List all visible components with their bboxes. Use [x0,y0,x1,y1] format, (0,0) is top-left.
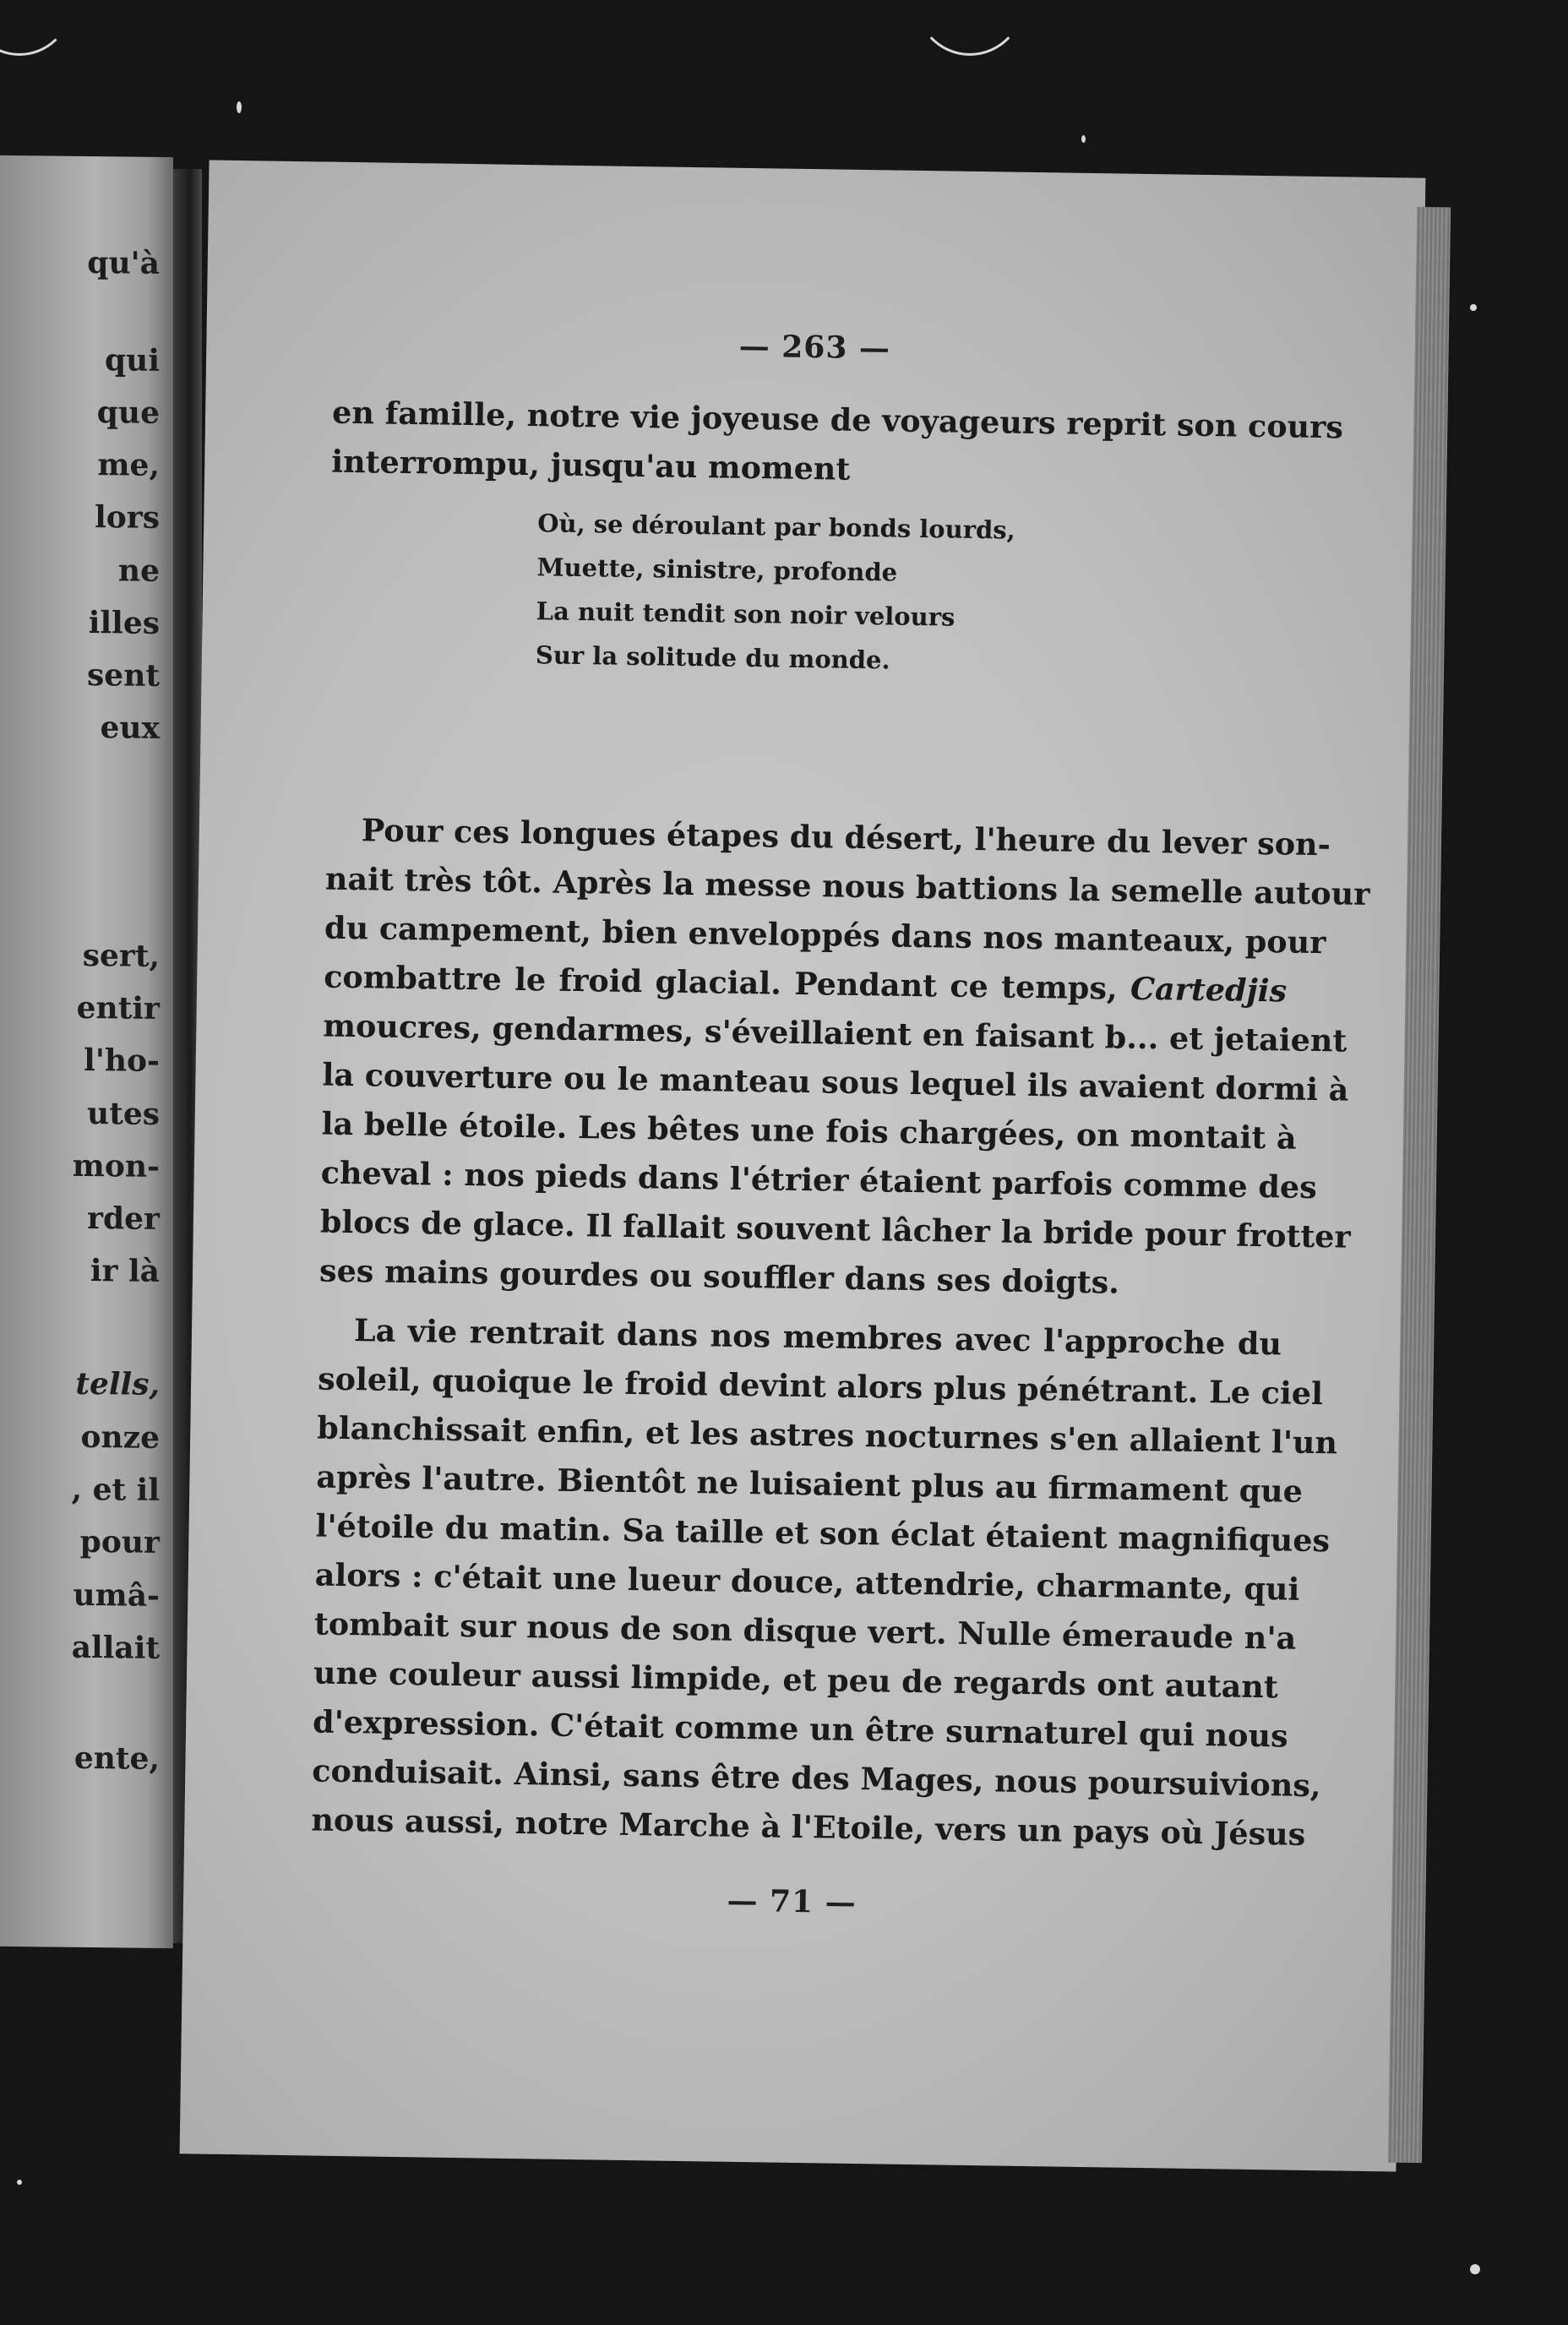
text-line: soleil, quoique le froid devint alors plus pénétrant. Le ciel [317,1360,1324,1413]
paragraph-1 [318,806,1370,1310]
poem-verse-block [536,501,1016,683]
film-scratch [0,0,73,56]
film-scratch [912,0,1027,56]
text-line: en famille, notre vie joyeuse de voyageurs reprit son cours [331,394,1344,446]
left-page-text-fragment: mon- [72,1147,160,1184]
text-line: blanchissait enfin, et les astres nocturnes s'en allaient l'un [317,1409,1338,1462]
poem-verse: Où, se déroulant par bonds lourds, [536,509,1015,545]
left-page-text-fragment: ne [117,553,160,589]
page-number-bottom: — 71 — [727,1882,857,1921]
text-line: nous aussi, notre Marche à l'Etoile, vers un pays où Jésus [311,1801,1306,1853]
right-page [180,160,1426,2171]
text-line: d'expression. C'était comme un être surnaturel qui nous [312,1703,1288,1755]
left-page-text-fragment: tells, [75,1365,160,1402]
left-page-text-fragment: rder [86,1201,160,1237]
text-line: blocs de glace. Il fallait souvent lâcher la bride pour frotter [319,1203,1352,1255]
text-line: alors : c'était une lueur douce, attendrie, charmante, qui [314,1556,1300,1608]
left-page-text-fragment: lors [95,499,160,536]
left-page-text-fragment: qui [104,342,160,378]
text-line: interrompu, jusqu'au moment [330,443,851,487]
text-line: nait très tôt. Après la messe nous battions la semelle autour [324,860,1370,912]
text-line: la couverture ou le manteau sous lequel ils avaient dormi à [322,1056,1349,1108]
left-page-text-fragment: sent [87,657,160,694]
left-page-text-fragment: que [96,395,160,431]
text-line: La vie rentrait dans nos membres avec l'approche du [353,1312,1282,1363]
left-page-text-fragment: , et il [71,1471,160,1508]
film-speck [17,2180,22,2185]
text-line: moucres, gendarmes, s'éveillaient en faisant b... et jetaient [323,1007,1348,1059]
left-page-text-fragment: allait [71,1629,160,1666]
left-page-text-fragment: eux [100,710,160,746]
text-line: la belle étoile. Les bêtes une fois chargées, on montait à [321,1105,1297,1157]
paragraph-2 [311,1306,1338,1859]
left-page-fragment [0,155,173,1948]
poem-verse: Muette, sinistre, profonde [536,553,898,587]
text-line: tombait sur nous de son disque vert. Nulle émeraude n'a [313,1605,1297,1657]
page-number-top: — 263 — [738,328,891,367]
left-page-text-fragment: utes [87,1096,160,1132]
left-page-text-fragment: onze [80,1418,160,1456]
left-page-text-fragment: ir là [90,1253,160,1289]
text-line: une couleur aussi limpide, et peu de regards ont autant [313,1654,1279,1706]
italic-word: Cartedjis [1130,970,1288,1010]
text-line: l'étoile du matin. Sa taille et son éclat étaient magnifiques [315,1507,1331,1560]
left-page-text-fragment: sert, [82,937,160,974]
text-line: après l'autre. Bientôt ne luisaient plus au firmament que [316,1458,1304,1510]
left-page-text-fragment: illes [88,605,160,641]
poem-verse: La nuit tendit son noir velours [536,596,956,632]
left-page-text-fragment: umâ- [73,1576,160,1614]
left-page-text-fragment: l'ho- [84,1042,160,1079]
film-speck [1470,304,1477,311]
left-page-text-fragment: entir [76,989,160,1026]
poem-verse: Sur la solitude du monde. [535,640,890,675]
text-span: combattre le froid glacial. Pendant ce temps, [323,958,1131,1007]
film-speck [1081,135,1086,143]
film-speck [1470,2264,1480,2274]
left-page-text-fragment: pour [79,1523,160,1560]
left-page-text-fragment: me, [97,447,160,483]
text-line: Pour ces longues étapes du désert, l'heure du lever son- [361,812,1331,863]
film-speck [237,101,242,113]
text-line: ses mains gourdes ou souffler dans ses doigts. [318,1252,1120,1301]
text-line: cheval : nos pieds dans l'étrier étaient parfois comme des [320,1154,1318,1206]
text-line: du campement, bien enveloppés dans nos manteaux, pour [324,909,1326,961]
left-page-text-fragment: ente, [74,1740,160,1777]
text-line: conduisait. Ainsi, sans être des Mages, nous poursuivions, [311,1752,1321,1805]
intro-text [330,389,1344,501]
left-page-text-fragment: qu'à [87,245,160,281]
